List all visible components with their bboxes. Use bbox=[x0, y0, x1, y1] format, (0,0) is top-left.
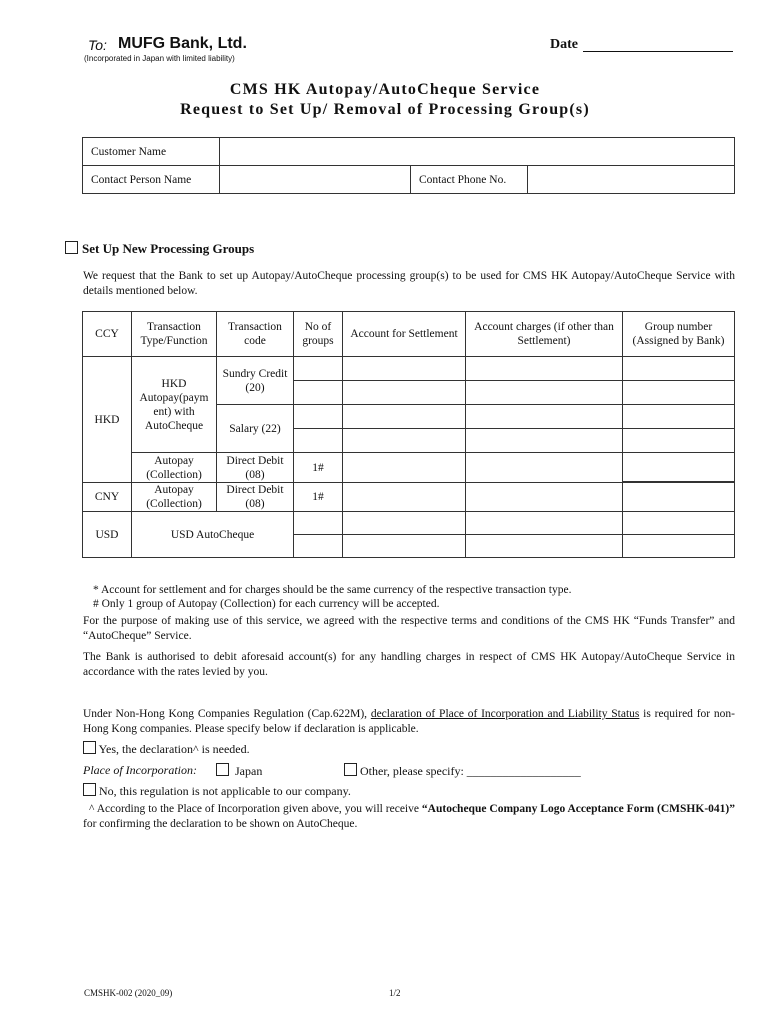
charges-cell[interactable] bbox=[466, 357, 623, 381]
declaration-link[interactable]: declaration of Place of Incorporation and Liability Status bbox=[370, 708, 640, 720]
bank-name: MUFG Bank, Ltd. bbox=[118, 35, 247, 52]
header-group-number: Group number (Assigned by Bank) bbox=[623, 312, 735, 357]
groups-hkd-autopay: 1# bbox=[294, 453, 343, 483]
groups-cell[interactable] bbox=[294, 381, 343, 405]
type-cny-autopay: Autopay (Collection) bbox=[132, 483, 217, 512]
account-cell[interactable] bbox=[343, 453, 466, 483]
form-code: CMSHK-002 (2020_09) bbox=[84, 988, 173, 998]
account-cell[interactable] bbox=[343, 429, 466, 453]
ccy-hkd: HKD bbox=[83, 357, 132, 483]
yes-option bbox=[83, 741, 250, 757]
header-no-of-groups: No of groups bbox=[294, 312, 343, 357]
declaration-intro-suffix: is required for non-Hong Kong companies. Please specify below if declaration is applicable. bbox=[83, 708, 735, 735]
no-checkbox[interactable] bbox=[83, 783, 96, 796]
other-checkbox[interactable] bbox=[344, 763, 357, 776]
account-cell[interactable] bbox=[343, 483, 466, 512]
yes-label: Yes, the declaration^ is needed. bbox=[98, 742, 250, 756]
contact-phone-field[interactable] bbox=[528, 166, 735, 194]
other-option bbox=[344, 763, 581, 779]
account-cell[interactable] bbox=[343, 512, 466, 535]
caret-prefix: ^ According to the Place of Incorporation given above, you will receive bbox=[89, 803, 422, 815]
group-number-cell[interactable] bbox=[623, 429, 735, 453]
header-transaction-code: Transaction code bbox=[217, 312, 294, 357]
charges-cell[interactable] bbox=[466, 535, 623, 558]
header-account-settlement: Account for Settlement bbox=[343, 312, 466, 357]
header-ccy: CCY bbox=[83, 312, 132, 357]
charges-cell[interactable] bbox=[466, 429, 623, 453]
code-hkd-direct-debit: Direct Debit (08) bbox=[217, 453, 294, 483]
charges-cell[interactable] bbox=[466, 381, 623, 405]
contact-person-field[interactable] bbox=[220, 166, 411, 194]
customer-name-label: Customer Name bbox=[83, 138, 220, 166]
form-title: CMS HK Autopay/AutoCheque Service bbox=[229, 81, 541, 98]
type-hkd-autopay-collection: Autopay (Collection) bbox=[132, 453, 217, 483]
form-subtitle: Request to Set Up/ Removal of Processing Group(s) bbox=[180, 101, 590, 118]
code-sundry-credit: Sundry Credit (20) bbox=[217, 357, 294, 405]
code-cny-direct-debit: Direct Debit (08) bbox=[217, 483, 294, 512]
customer-name-field[interactable] bbox=[220, 138, 735, 166]
note-hash: # Only 1 group of Autopay (Collection) for each currency will be accepted. bbox=[93, 598, 440, 610]
contact-phone-label: Contact Phone No. bbox=[411, 166, 528, 194]
place-label-row bbox=[83, 763, 197, 778]
date-field[interactable] bbox=[583, 51, 733, 52]
type-usd-autocheque: USD AutoCheque bbox=[132, 512, 294, 558]
page-number: 1/2 bbox=[389, 988, 401, 998]
ccy-usd: USD bbox=[83, 512, 132, 558]
charges-cell[interactable] bbox=[466, 512, 623, 535]
group-number-cell[interactable] bbox=[623, 453, 735, 482]
japan-label: Japan bbox=[235, 764, 263, 778]
groups-cny: 1# bbox=[294, 483, 343, 512]
account-cell[interactable] bbox=[343, 381, 466, 405]
groups-cell[interactable] bbox=[294, 357, 343, 381]
note-star: * Account for settlement and for charges should be the same currency of the respective transaction type. bbox=[93, 584, 572, 596]
contact-person-label: Contact Person Name bbox=[83, 166, 220, 194]
caret-note bbox=[83, 802, 735, 832]
place-label: Place of Incorporation bbox=[83, 763, 193, 777]
charges-cell[interactable] bbox=[466, 405, 623, 429]
account-cell[interactable] bbox=[343, 357, 466, 381]
group-number-cell[interactable] bbox=[623, 357, 735, 381]
customer-info-table bbox=[82, 137, 735, 194]
account-cell[interactable] bbox=[343, 535, 466, 558]
group-number-cell[interactable] bbox=[623, 512, 735, 535]
groups-cell[interactable] bbox=[294, 512, 343, 535]
declaration-intro bbox=[83, 707, 735, 737]
groups-cell[interactable] bbox=[294, 405, 343, 429]
groups-cell[interactable] bbox=[294, 429, 343, 453]
account-cell[interactable] bbox=[343, 405, 466, 429]
yes-checkbox[interactable] bbox=[83, 741, 96, 754]
ccy-cny: CNY bbox=[83, 483, 132, 512]
groups-cell[interactable] bbox=[294, 535, 343, 558]
setup-section-label: Set Up New Processing Groups bbox=[82, 241, 255, 256]
setup-intro: We request that the Bank to set up Autopay/AutoCheque processing group(s) to be used for CMS HK Autopay/AutoCheque Service with details mentioned below. bbox=[83, 270, 735, 297]
no-label: No, this regulation is not applicable to our company. bbox=[99, 784, 351, 798]
processing-groups-table bbox=[82, 311, 735, 558]
declaration-intro-prefix: Under Non-Hong Kong Companies Regulation (Cap.622M), bbox=[83, 708, 371, 720]
purpose-paragraph: For the purpose of making use of this service, we agreed with the respective terms and conditions of the CMS HK “Funds Transfer” and “AutoCheque” Service. bbox=[83, 615, 735, 642]
header-transaction-type: Transaction Type/Function bbox=[132, 312, 217, 357]
group-number-cell[interactable] bbox=[623, 535, 735, 558]
to-label: To: bbox=[88, 37, 107, 53]
caret-suffix: for confirming the declaration to be shown on AutoCheque. bbox=[83, 818, 358, 830]
place-colon: : bbox=[192, 763, 197, 777]
code-salary: Salary (22) bbox=[217, 405, 294, 453]
japan-checkbox[interactable] bbox=[216, 763, 229, 776]
group-number-cell[interactable] bbox=[623, 381, 735, 405]
caret-form-name: “Autocheque Company Logo Acceptance Form (CMSHK-041)” bbox=[421, 803, 735, 815]
setup-checkbox[interactable] bbox=[65, 241, 78, 254]
bank-subtitle: (Incorporated in Japan with limited liability) bbox=[84, 54, 235, 63]
charges-cell[interactable] bbox=[466, 453, 623, 483]
type-hkd-autopay: HKD Autopay(paym ent) with AutoCheque bbox=[132, 357, 217, 453]
header-account-charges: Account charges (if other than Settlement) bbox=[466, 312, 623, 357]
no-option bbox=[83, 783, 351, 799]
charges-cell[interactable] bbox=[466, 483, 623, 512]
date-label: Date bbox=[550, 37, 578, 52]
japan-option bbox=[216, 763, 262, 779]
group-number-cell[interactable] bbox=[623, 405, 735, 429]
debit-paragraph: The Bank is authorised to debit aforesaid account(s) for any handling charges in respect of CMS HK Autopay/AutoCheque Service in accordance with the rates levied by you. bbox=[83, 651, 735, 678]
group-number-cell[interactable] bbox=[623, 483, 735, 512]
other-label[interactable]: Other, please specify: ___________________ bbox=[360, 764, 581, 778]
